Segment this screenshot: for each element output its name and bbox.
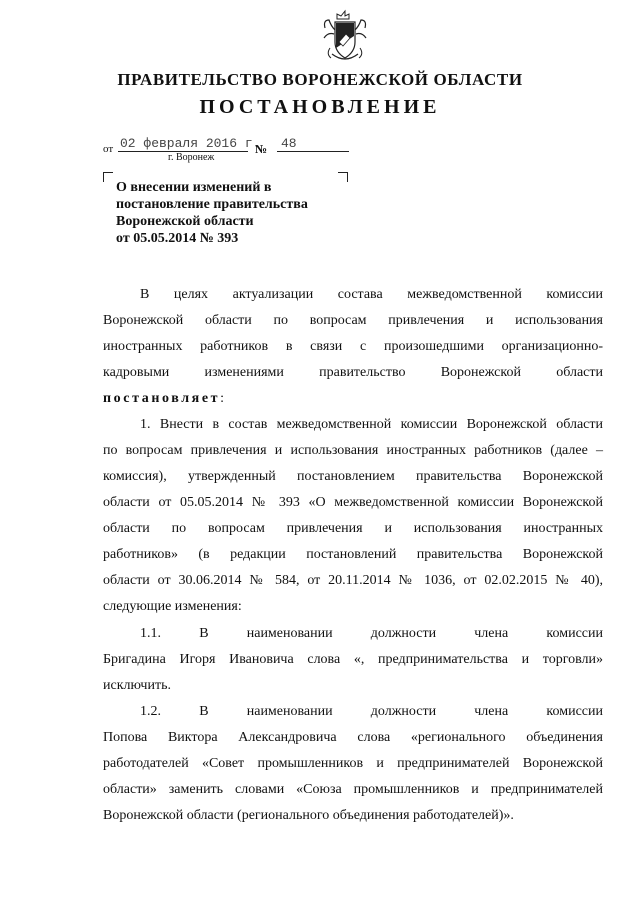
body-line: Воронежской области (регионального объединения работодателей)». (103, 808, 514, 823)
subject-bracket-left (103, 172, 113, 182)
date-number-line (103, 137, 363, 159)
resolves-colon: : (220, 391, 225, 406)
body-line: следующие изменения: (103, 599, 242, 614)
body-line: Воронежской области по вопросам привлечения и использования (103, 313, 603, 328)
resolves-word: постановляет (103, 391, 221, 406)
body-line: иностранных работников в связи с произошедшими организационно- (103, 339, 603, 354)
document-type: ПОСТАНОВЛЕНИЕ (199, 96, 441, 118)
body-line: области по вопросам привлечения и использования иностранных (103, 521, 603, 536)
body-line: области от 05.05.2014 № 393 «О межведомственной комиссии Воронежской (103, 495, 603, 510)
document-subject (116, 179, 356, 247)
body-line: Бригадина Игоря Ивановича слова «, предпринимательства и торговли» (103, 652, 603, 667)
body-line: области» заменить словами «Союза промышленников и предпринимателей (103, 782, 603, 797)
date-prefix: от (103, 143, 114, 155)
document-number: 48 (281, 136, 297, 151)
subject-line: постановление правительства (116, 197, 308, 212)
subject-line: О внесении изменений в (116, 180, 272, 195)
body-line: области от 30.06.2014 № 584, от 20.11.2014 № 1036, от 02.02.2015 № 40), (103, 573, 603, 588)
number-prefix: № (255, 142, 268, 156)
body-line-resolves (103, 389, 603, 409)
body-line: кадровыми изменениями правительство Воронежской области (103, 365, 603, 380)
number-underline (277, 151, 349, 152)
body-line: 1. Внести в состав межведомственной комиссии Воронежской области (140, 417, 603, 432)
body-line: работников» (в редакции постановлений правительства Воронежской (103, 547, 603, 562)
body-line: исключить. (103, 678, 171, 693)
body-line: В целях актуализации состава межведомственной комиссии (140, 287, 603, 302)
body-line: работодателей «Совет промышленников и предпринимателей Воронежской (103, 756, 603, 771)
body-line: 1.2. В наименовании должности члена комиссии (140, 704, 603, 719)
document-date: 02 февраля 2016 г. (120, 136, 261, 151)
subject-line: от 05.05.2014 № 393 (116, 231, 239, 246)
body-line: по вопросам привлечения и использования иностранных работников (далее – (103, 443, 603, 458)
body-line: комиссия), утвержденный постановлением правительства Воронежской (103, 469, 603, 484)
subject-line: Воронежской области (116, 214, 254, 229)
body-line: 1.1. В наименовании должности члена комиссии (140, 626, 603, 641)
body-line: Попова Виктора Александровича слова «регионального объединения (103, 730, 603, 745)
coat-of-arms-icon (322, 8, 368, 66)
government-title: ПРАВИТЕЛЬСТВО ВОРОНЕЖСКОЙ ОБЛАСТИ (117, 70, 523, 89)
city: г. Воронеж (168, 152, 215, 163)
